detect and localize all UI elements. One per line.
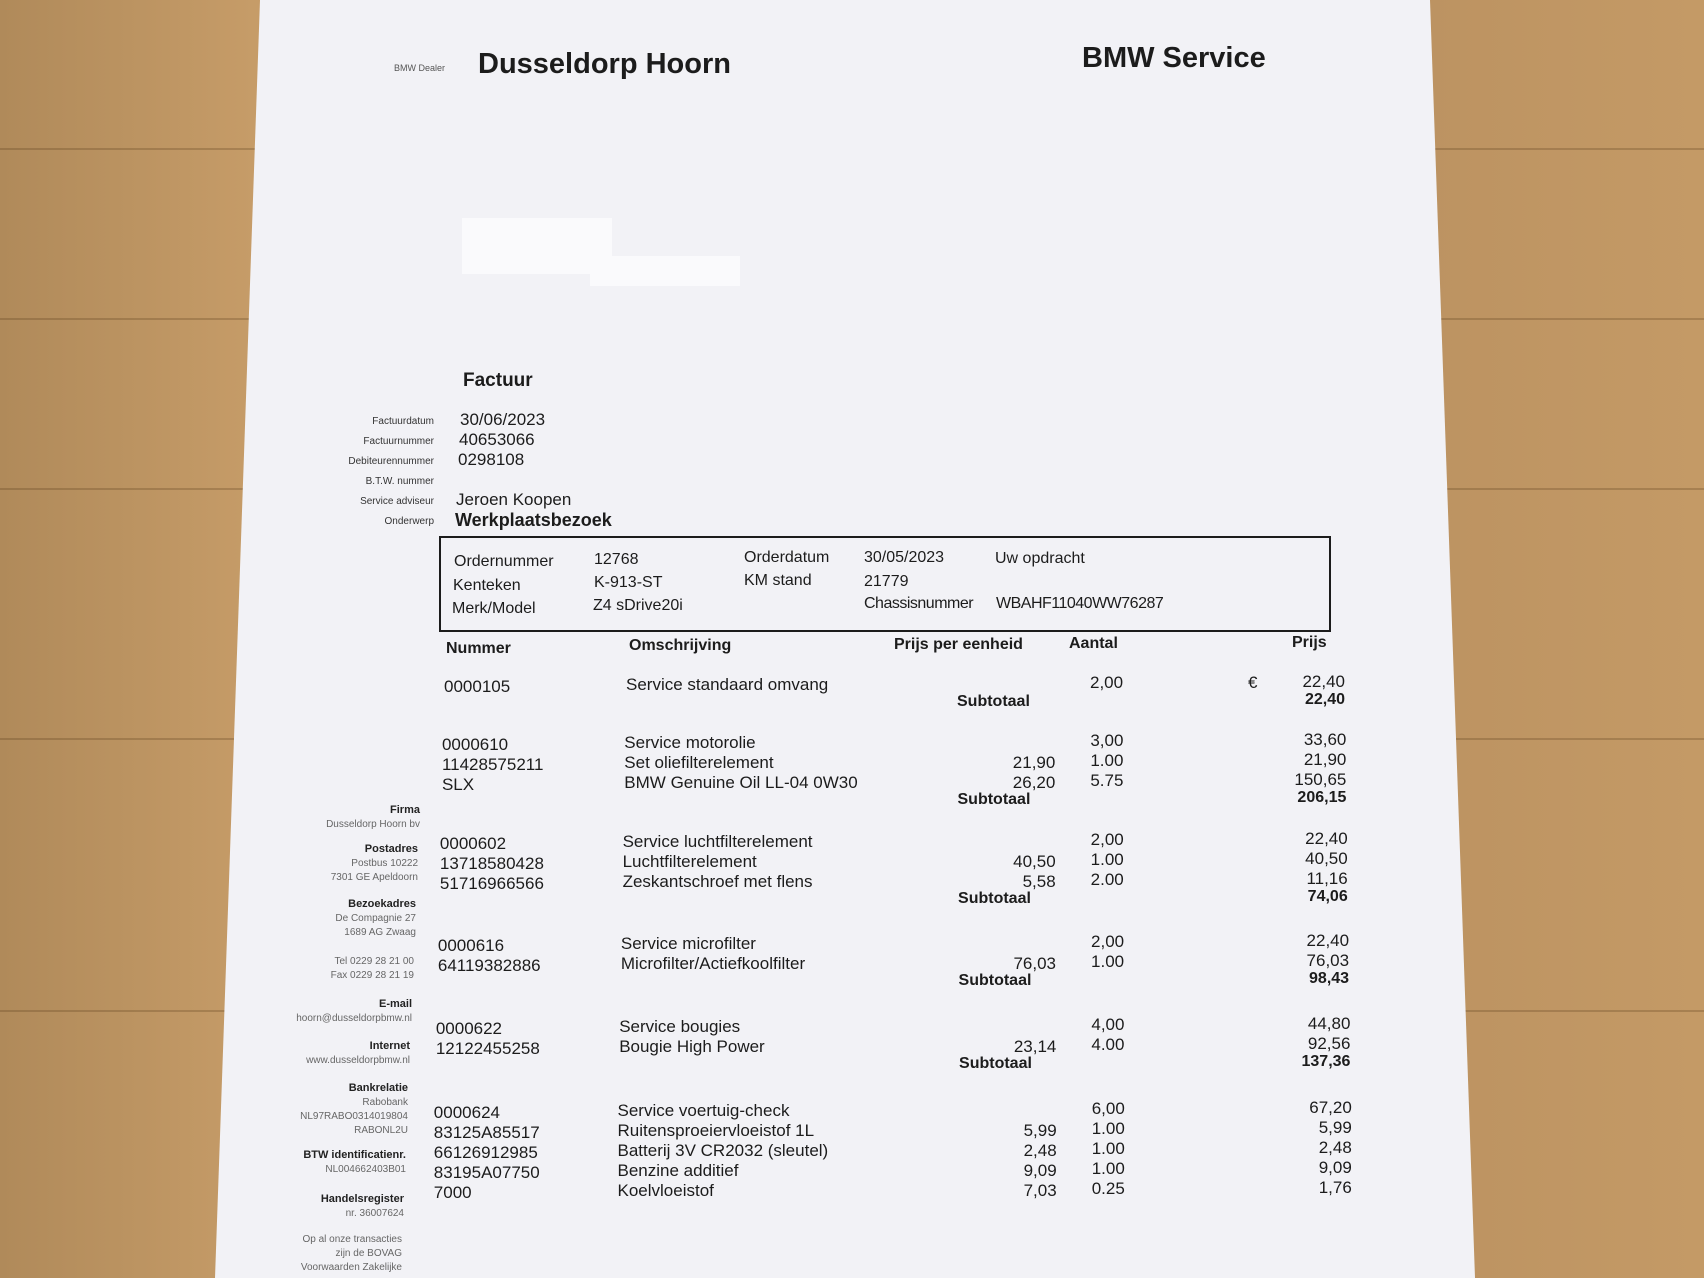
row-omschrijving: Batterij 3V CR2032 (sleutel) bbox=[617, 1141, 829, 1160]
sidebar-value: Rabobank NL97RABO0314019804 RABONL2U bbox=[300, 1097, 408, 1136]
meta-label: Factuurdatum bbox=[372, 416, 434, 427]
row-nummer: 0000105 bbox=[444, 677, 511, 696]
row-aantal: 1.00 bbox=[1091, 1159, 1125, 1178]
currency-symbol: € bbox=[1248, 673, 1258, 692]
row-aantal: 1.00 bbox=[1090, 850, 1124, 869]
row-nummer: 0000622 bbox=[435, 1019, 503, 1038]
row-nummer: 83125A85517 bbox=[433, 1123, 540, 1142]
row-ppe: 26,20 bbox=[1012, 773, 1056, 792]
row-nummer: 7000 bbox=[433, 1183, 472, 1202]
row-aantal: 2,00 bbox=[1091, 932, 1125, 951]
km-value: 21779 bbox=[864, 573, 909, 590]
sidebar-label: BTW identificatienr. bbox=[303, 1149, 406, 1161]
row-omschrijving: Service standaard omvang bbox=[626, 675, 829, 694]
row-aantal: 1.00 bbox=[1091, 952, 1125, 971]
meta-value: 0298108 bbox=[458, 450, 525, 469]
row-nummer: 12122455258 bbox=[435, 1039, 540, 1058]
subtotal-value: 206,15 bbox=[1297, 789, 1347, 806]
sidebar-label: Internet bbox=[369, 1040, 410, 1052]
sidebar-value: Tel 0229 28 21 00 Fax 0229 28 21 19 bbox=[330, 956, 414, 981]
row-omschrijving: Service bougies bbox=[619, 1017, 741, 1036]
row-prijs: 92,56 bbox=[1307, 1034, 1351, 1053]
meta-label: Factuurnummer bbox=[363, 436, 434, 447]
sidebar-label: Postadres bbox=[364, 843, 418, 855]
sidebar-value: Postbus 10222 7301 GE Apeldoorn bbox=[330, 858, 418, 883]
row-omschrijving: Microfilter/Actiefkoolfilter bbox=[620, 954, 806, 973]
meta-value: Jeroen Koopen bbox=[456, 490, 572, 509]
sidebar-label: E-mail bbox=[378, 998, 412, 1010]
sidebar-value: www.dusseldorpbmw.nl bbox=[306, 1055, 410, 1066]
row-nummer: 0000602 bbox=[439, 834, 507, 853]
row-aantal: 0.25 bbox=[1091, 1179, 1125, 1198]
uw-opdracht-label: Uw opdracht bbox=[995, 550, 1085, 567]
subtotal-label: Subtotaal bbox=[959, 1055, 1032, 1072]
row-ppe: 5,58 bbox=[1022, 872, 1056, 891]
orderdatum-label: Orderdatum bbox=[744, 549, 830, 566]
meta-label: Service adviseur bbox=[360, 496, 434, 507]
row-ppe: 23,14 bbox=[1013, 1037, 1057, 1056]
row-omschrijving: Koelvloeistof bbox=[617, 1181, 714, 1200]
meta-value: 30/06/2023 bbox=[460, 410, 546, 429]
sidebar-label: Handelsregister bbox=[320, 1193, 404, 1205]
dealer-small-label: BMW Dealer bbox=[394, 63, 446, 73]
col-header-omschrijving: Omschrijving bbox=[629, 637, 732, 654]
subtotal-label: Subtotaal bbox=[957, 693, 1030, 710]
row-nummer: 0000624 bbox=[433, 1103, 500, 1122]
row-omschrijving: Ruitensproeiervloeistof 1L bbox=[617, 1121, 815, 1140]
row-ppe: 40,50 bbox=[1013, 852, 1056, 871]
row-aantal: 1.00 bbox=[1091, 1139, 1125, 1158]
redacted-address-2 bbox=[590, 256, 740, 286]
row-prijs: 76,03 bbox=[1306, 951, 1350, 970]
row-aantal: 1.00 bbox=[1091, 1119, 1125, 1138]
row-aantal: 5.75 bbox=[1090, 771, 1124, 790]
row-prijs: 150,65 bbox=[1294, 770, 1347, 789]
row-prijs: 22,40 bbox=[1306, 931, 1350, 950]
row-omschrijving: Luchtfilterelement bbox=[622, 852, 757, 871]
kenteken-label: Kenteken bbox=[453, 577, 521, 594]
row-nummer: 11428575211 bbox=[441, 755, 544, 774]
row-prijs: 2,48 bbox=[1318, 1138, 1352, 1157]
row-ppe: 5,99 bbox=[1023, 1121, 1057, 1140]
row-prijs: 9,09 bbox=[1318, 1158, 1352, 1177]
row-omschrijving: Bougie High Power bbox=[619, 1037, 765, 1056]
row-omschrijving: Zeskantschroef met flens bbox=[622, 872, 813, 891]
chassis-value: WBAHF11040WW76287 bbox=[996, 595, 1164, 612]
row-aantal: 3,00 bbox=[1090, 731, 1124, 750]
sidebar-value: nr. 36007624 bbox=[345, 1208, 404, 1219]
orderdatum-value: 30/05/2023 bbox=[864, 549, 945, 566]
subtotal-label: Subtotaal bbox=[957, 791, 1031, 808]
row-nummer: 0000616 bbox=[437, 936, 505, 955]
ordernummer-label: Ordernummer bbox=[454, 553, 554, 570]
subtotal-value: 74,06 bbox=[1307, 888, 1348, 905]
row-nummer: 83195A07750 bbox=[433, 1163, 540, 1182]
meta-label: Onderwerp bbox=[384, 516, 434, 527]
ordernummer-value: 12768 bbox=[594, 551, 639, 568]
row-omschrijving: Service voertuig-check bbox=[617, 1101, 790, 1120]
subtotal-value: 98,43 bbox=[1309, 970, 1350, 987]
sidebar-value: hoorn@dusseldorpbmw.nl bbox=[296, 1013, 412, 1024]
row-prijs: 33,60 bbox=[1303, 730, 1347, 749]
row-aantal: 4,00 bbox=[1091, 1015, 1125, 1034]
row-omschrijving: Service motorolie bbox=[624, 733, 756, 752]
col-header-aantal: Aantal bbox=[1069, 635, 1118, 652]
row-prijs: 22,40 bbox=[1302, 672, 1345, 691]
dealer-name: Dusseldorp Hoorn bbox=[478, 48, 731, 80]
row-omschrijving: Set oliefilterelement bbox=[624, 753, 774, 772]
invoice-title: Factuur bbox=[463, 370, 533, 391]
service-title: BMW Service bbox=[1082, 42, 1266, 74]
col-header-prijs: Prijs bbox=[1292, 634, 1327, 651]
subtotal-label: Subtotaal bbox=[958, 890, 1031, 907]
row-omschrijving: Benzine additief bbox=[617, 1161, 739, 1180]
meta-label: Debiteurennummer bbox=[348, 456, 434, 467]
row-ppe: 7,03 bbox=[1023, 1181, 1057, 1200]
row-prijs: 5,99 bbox=[1318, 1118, 1352, 1137]
row-omschrijving: BMW Genuine Oil LL-04 0W30 bbox=[624, 773, 858, 792]
row-aantal: 1.00 bbox=[1090, 751, 1124, 770]
sidebar-label: Bezoekadres bbox=[348, 898, 416, 910]
kenteken-value: K-913-ST bbox=[594, 574, 663, 591]
row-prijs: 67,20 bbox=[1309, 1098, 1352, 1117]
km-label: KM stand bbox=[744, 572, 812, 589]
row-prijs: 22,40 bbox=[1305, 829, 1348, 848]
row-nummer: SLX bbox=[441, 775, 475, 794]
col-header-nummer: Nummer bbox=[446, 640, 511, 657]
row-omschrijving: Service microfilter bbox=[620, 934, 756, 953]
row-nummer: 51716966566 bbox=[439, 874, 544, 893]
row-omschrijving: Service luchtfilterelement bbox=[622, 832, 813, 851]
subtotal-label: Subtotaal bbox=[958, 972, 1032, 989]
row-aantal: 2,00 bbox=[1090, 673, 1124, 692]
merk-label: Merk/Model bbox=[452, 600, 536, 617]
row-aantal: 2.00 bbox=[1090, 870, 1124, 889]
sidebar-value: Dusseldorp Hoorn bv bbox=[326, 819, 420, 830]
row-aantal: 4.00 bbox=[1091, 1035, 1125, 1054]
chassis-label: Chassisnummer bbox=[864, 595, 974, 612]
row-prijs: 11,16 bbox=[1306, 869, 1348, 888]
row-ppe: 9,09 bbox=[1023, 1161, 1057, 1180]
row-prijs: 40,50 bbox=[1305, 849, 1348, 868]
row-ppe: 2,48 bbox=[1023, 1141, 1057, 1160]
sidebar-label: Firma bbox=[390, 804, 420, 816]
sidebar-label: Bankrelatie bbox=[348, 1082, 408, 1094]
row-aantal: 6,00 bbox=[1091, 1099, 1125, 1118]
subject-value: Werkplaatsbezoek bbox=[455, 510, 612, 530]
subtotal-value: 137,36 bbox=[1301, 1053, 1351, 1070]
row-nummer: 13718580428 bbox=[439, 854, 544, 873]
sidebar-value: NL004662403B01 bbox=[325, 1164, 406, 1175]
row-prijs: 21,90 bbox=[1303, 750, 1347, 769]
sidebar-value: Op al onze transacties zijn de BOVAG Voorwaarden Zakelijke bbox=[300, 1234, 402, 1273]
row-nummer: 64119382886 bbox=[437, 956, 541, 975]
row-prijs: 44,80 bbox=[1307, 1014, 1351, 1033]
row-nummer: 66126912985 bbox=[433, 1143, 538, 1162]
row-prijs: 1,76 bbox=[1318, 1178, 1352, 1197]
col-header-ppe: Prijs per eenheid bbox=[894, 636, 1023, 653]
merk-value: Z4 sDrive20i bbox=[593, 597, 683, 614]
sidebar-value: De Compagnie 27 1689 AG Zwaag bbox=[335, 913, 416, 938]
meta-label: B.T.W. nummer bbox=[365, 476, 434, 487]
meta-value: 40653066 bbox=[459, 430, 535, 449]
row-aantal: 2,00 bbox=[1090, 830, 1124, 849]
row-ppe: 21,90 bbox=[1012, 753, 1056, 772]
row-nummer: 0000610 bbox=[441, 735, 509, 754]
row-ppe: 76,03 bbox=[1013, 954, 1057, 973]
subtotal-value: 22,40 bbox=[1304, 691, 1345, 708]
